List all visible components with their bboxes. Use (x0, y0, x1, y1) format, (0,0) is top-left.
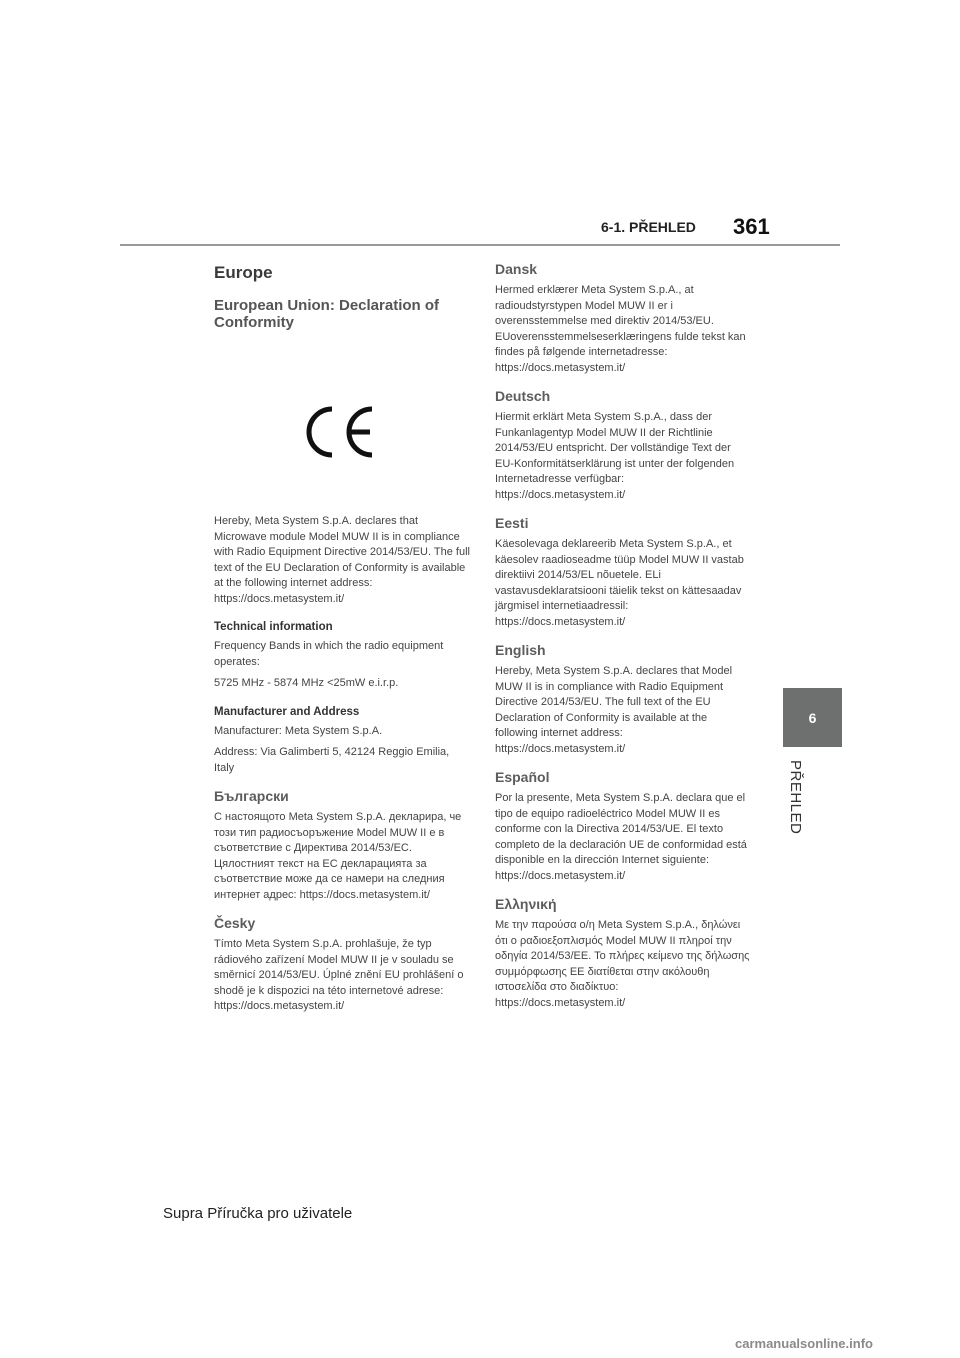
manufacturer-text: Manufacturer: Meta System S.p.A. (214, 724, 383, 737)
chapter-side-label: PŘEHLED (787, 760, 804, 835)
lang-text-en: Hereby, Meta System S.p.A. declares that Model MUW II is in compliance with Radio Equipment Directive 2014/53/EU. The full text of the EU Declaration of Conformity is available at the following internet address: https://docs.metasystem.it/ (495, 665, 733, 755)
tech-info-text: Frequency Bands in which the radio equipment operates: (214, 640, 444, 668)
lang-text-bg: С настоящото Meta System S.p.A. декларира, че този тип радиосъоръжение Model MUW II е в съответствие с Директива 2014/53/ЕС. Цялостният текст на ЕС декларацията за съответствие може да се намери на следния интернет адрес: https://docs.metasystem.it/ (214, 811, 462, 901)
header-divider (120, 244, 840, 246)
declaration-heading: European Union: Declaration of Conformity (214, 297, 440, 331)
chapter-tab[interactable] (783, 688, 842, 747)
lang-text-el: Με την παρούσα ο/η Meta System S.p.A., δηλώνει ότι ο ραδιοεξοπλισμός Model MUW II πληροί την οδηγία 2014/53/ΕΕ. Το πλήρες κείμενο της δήλωσης συμμόρφωσης ΕΕ διατίθεται στην ακόλουθη ιστοσελίδα στο διαδίκτυο: https://docs.metasystem.it/ (495, 919, 750, 1009)
lang-heading-de: Deutsch (495, 388, 551, 404)
frequency-text: 5725 MHz - 5874 MHz <25mW e.i.r.p. (214, 677, 399, 689)
lang-heading-es: Español (495, 769, 550, 785)
lang-text-de: Hiermit erklärt Meta System S.p.A., dass der Funkanlagentyp Model MUW II der Richtlinie 2014/53/EU entspricht. Der vollständige Text der EU-Konformitätserklärung ist unter der folgenden Internetadresse verfügbar: https://docs.metasystem.it/ (495, 411, 735, 501)
lang-text-es: Por la presente, Meta System S.p.A. declara que el tipo de equipo radioeléctrico Model MUW II es conforme con la Directiva 2014/53/UE. El texto completo de la declaración UE de conformidad está disponible en la dirección Internet siguiente: https://docs.metasystem.it/ (495, 792, 747, 882)
left-column (214, 258, 470, 1021)
lang-heading-da: Dansk (495, 261, 538, 277)
lang-heading-el: Ελληνική (495, 896, 557, 912)
tech-info-heading: Technical information (214, 621, 333, 633)
watermark-link[interactable]: carmanualsonline.info (735, 1336, 873, 1351)
lang-heading-cs: Česky (214, 915, 256, 931)
lang-text-cs: Tímto Meta System S.p.A. prohlašuje, že typ rádiového zařízení Model MUW II je v souladu se směrnicí 2014/53/EU. Úplné znění EU prohlášení o shodě je k dispozici na této internetové adrese: https://docs.metasystem.it/ (214, 938, 464, 1012)
chapter-number: 6 (808, 709, 817, 726)
lang-heading-et: Eesti (495, 515, 529, 531)
right-column (495, 258, 751, 1017)
page-heading: Europe (214, 263, 273, 282)
lang-heading-en: English (495, 642, 546, 658)
ce-mark-icon (302, 405, 376, 459)
lang-text-da: Hermed erklærer Meta System S.p.A., at radioudstyrstypen Model MUW II er i overensstemmelse med direktiv 2014/53/EU. EUoverensstemmelseserklæringens fulde tekst kan findes på følgende internetadresse: https://docs.metasystem.it/ (495, 284, 746, 374)
section-title: 6-1. PŘEHLED (601, 219, 696, 235)
lang-heading-bg: Български (214, 788, 289, 804)
declaration-text: Hereby, Meta System S.p.A. declares that Microwave module Model MUW II is in compliance with Radio Equipment Directive 2014/53/EU. The full text of the EU Declaration of Conformity is available at the following internet address: https://docs.metasystem.it/ (214, 515, 470, 605)
address-text: Address: Via Galimberti 5, 42124 Reggio Emilia, Italy (214, 746, 450, 774)
page-number: 361 (733, 214, 770, 239)
lang-text-et: Käesolevaga deklareerib Meta System S.p.A., et käesolev raadioseadme tüüp Model MUW II vastab direktiivi 2014/53/EL nõuetele. ELi vastavusdeklaratsiooni täielik tekst on kättesaadav järgmisel internetiaadressil: https://docs.metasystem.it/ (495, 538, 744, 628)
manufacturer-heading: Manufacturer and Address (214, 705, 360, 718)
footer-manual-title: Supra Příručka pro uživatele (163, 1205, 353, 1222)
